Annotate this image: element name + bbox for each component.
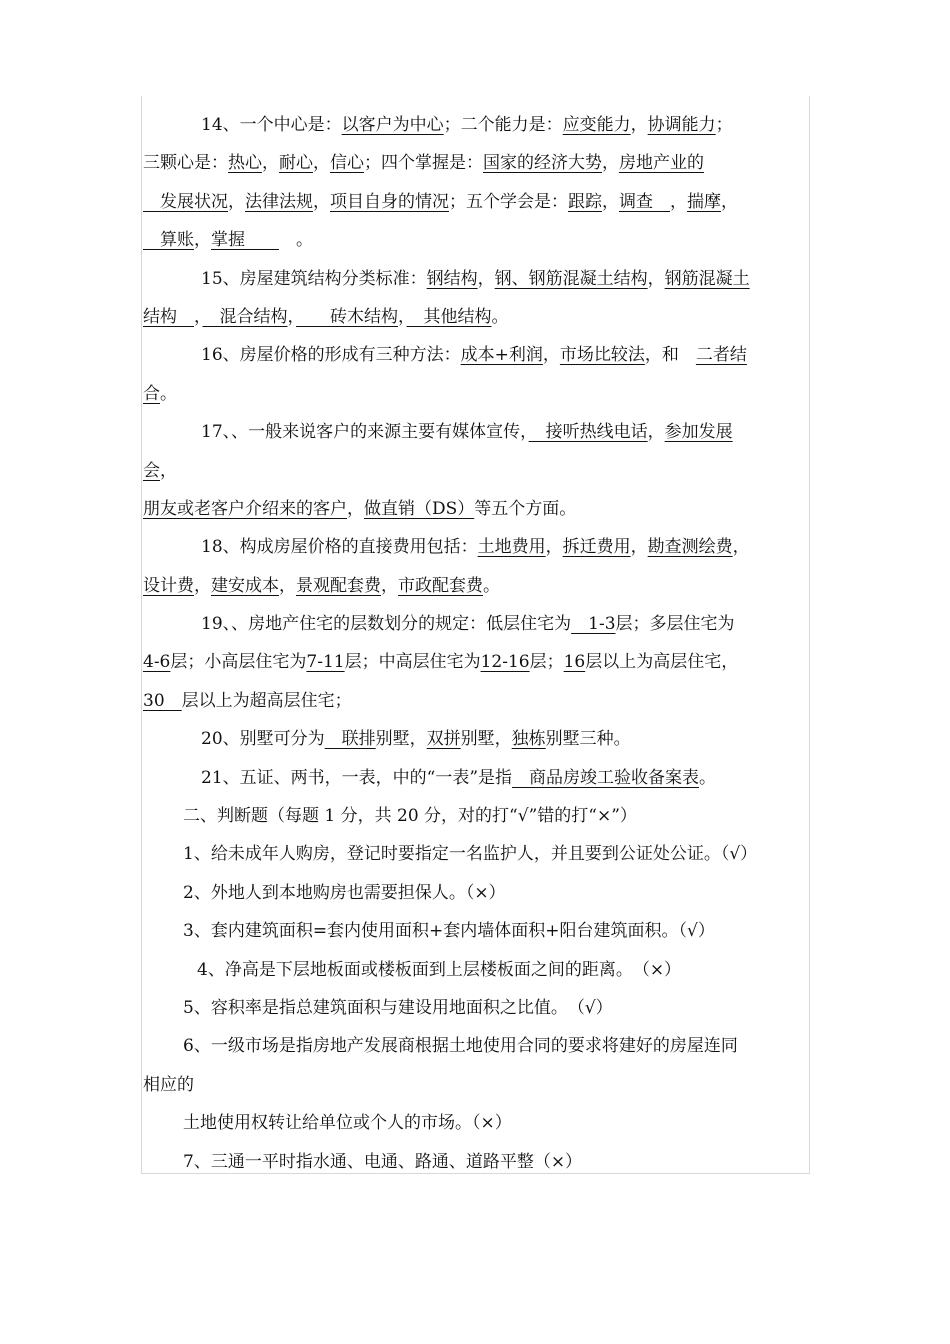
answer: 12-16	[480, 652, 530, 673]
tf-item-4: 4、净高是下层地板面或楼板面到上层楼板面之间的距离。 （×）	[197, 959, 682, 980]
q16-line-1	[143, 336, 808, 374]
answer: 房地产业的	[619, 153, 704, 174]
answer: 会	[143, 460, 160, 481]
answer: 二者结	[695, 345, 747, 366]
text: 三颗心是：	[143, 153, 228, 174]
answer: 钢、钢筋混凝土结构	[494, 268, 648, 289]
text: 。	[491, 306, 509, 327]
text: ，	[313, 153, 330, 174]
q18-line-2	[143, 567, 808, 605]
q20-line	[143, 720, 808, 758]
text: ，	[630, 537, 648, 558]
answer: 商品房竣工验收备案表	[512, 767, 700, 788]
text: 等五个方面。	[474, 498, 577, 519]
text: ，	[602, 153, 619, 174]
text: 18、构成房屋价格的直接费用包括：	[201, 537, 478, 558]
answer: 市场比较法	[559, 345, 645, 366]
text: ，	[279, 575, 296, 596]
text: 别墅，	[375, 729, 427, 750]
text: ，	[194, 306, 203, 327]
text: ，	[477, 268, 495, 289]
answer: 发展状况	[143, 191, 228, 212]
q19-line-2	[143, 643, 808, 681]
answer: 掌握	[211, 230, 279, 251]
answer: 勘查测绘费	[647, 537, 733, 558]
answer: 法律法规	[245, 191, 313, 212]
tf-item-5: 5、容积率是指总建筑面积与建设用地面积之比值。 （√）	[183, 997, 613, 1018]
text: 17、、一般来说客户的来源主要有媒体宣传，	[201, 422, 529, 443]
q16-line-2	[143, 375, 808, 413]
q19-line-1	[143, 605, 808, 643]
text: ，	[545, 537, 563, 558]
answer: 做直销（DS）	[364, 498, 475, 519]
text: ，	[670, 191, 687, 212]
answer: 耐心	[279, 153, 313, 174]
q15-line-1	[143, 260, 808, 298]
answer: 国家的经济大势	[483, 153, 602, 174]
answer: 结构	[143, 306, 194, 327]
q18-line-1	[143, 528, 808, 566]
text: 19、、房地产住宅的层数划分的规定：低层住宅为	[201, 614, 572, 635]
answer: 合	[143, 383, 160, 404]
document-body	[143, 106, 808, 1181]
text: ；二个能力是：	[443, 115, 563, 135]
text: 层；中高层住宅为	[344, 652, 481, 673]
answer: 独栋	[511, 729, 546, 750]
q15-line-2	[143, 298, 808, 336]
q17-line-1	[143, 413, 808, 451]
text: ，	[721, 191, 738, 212]
q17-line-3	[143, 490, 808, 528]
text: ，	[194, 230, 211, 251]
tf-item-1: 1、给未成年人购房，登记时要指定一名监护人，并且要到公证处公证。（√）	[183, 844, 758, 865]
text: 。	[160, 383, 177, 404]
answer: 算账	[143, 230, 194, 251]
text: ，	[542, 345, 560, 366]
text: 层；	[529, 652, 564, 673]
answer: 市政配套费	[398, 575, 483, 596]
tf-item-2: 2、外地人到本地购房也需要担保人。（×）	[183, 882, 506, 903]
answer: 钢结构	[426, 268, 478, 289]
answer: 30	[143, 690, 182, 711]
q17-line-2	[143, 452, 808, 490]
text: ，	[194, 575, 211, 596]
text: ；五个学会是：	[449, 191, 568, 212]
text: ，	[160, 460, 177, 481]
text: ；四个掌握是：	[364, 153, 483, 174]
answer: 设计费	[143, 575, 194, 596]
text: 14、一个中心是：	[201, 115, 342, 135]
answer: 协调能力	[647, 115, 716, 135]
text: ，	[287, 306, 296, 327]
text: ，	[381, 575, 398, 596]
answer: 跟踪	[568, 191, 602, 212]
text: ，	[228, 191, 245, 212]
answer: 4-6	[143, 652, 171, 673]
tf-item-6-line-1: 6、一级市场是指房地产发展商根据土地使用合同的要求将建好的房屋连同	[183, 1036, 738, 1057]
text: 。	[699, 767, 717, 788]
answer: 拆迁费用	[562, 537, 631, 558]
text: ，和	[644, 345, 696, 366]
answer: 土地费用	[477, 537, 546, 558]
text: ，	[732, 537, 750, 558]
text: 21、五证、两书，一表，中的“一表”是指	[201, 767, 513, 788]
answer: 揣摩	[687, 191, 721, 212]
section-2-title: 二、判断题（每题 1 分，共 20 分，对的打“√”错的打“×”）	[183, 806, 637, 827]
text: 16、房屋价格的形成有三种方法：	[201, 345, 461, 366]
answer: 以客户为中心	[341, 115, 444, 135]
answer: 朋友或老客户介绍来的客户	[143, 498, 347, 519]
text: ，	[347, 498, 364, 519]
text: 。	[279, 230, 313, 251]
text: 别墅，	[460, 729, 512, 750]
tf-item-6-line-2: 相应的	[143, 1074, 194, 1095]
tf-item-6-line-3: 土地使用权转让给单位或个人的市场。（×）	[183, 1113, 512, 1134]
q14-line-1	[143, 106, 808, 144]
text: 层；小高层住宅为	[170, 652, 307, 673]
answer: 热心	[228, 153, 262, 174]
text: 20、别墅可分为	[201, 729, 325, 750]
text: ，	[630, 115, 648, 135]
text: 。	[483, 575, 500, 596]
answer: 应变能力	[562, 115, 631, 135]
text: ；	[715, 115, 733, 135]
text: ，	[398, 306, 407, 327]
text: 层；多层住宅为	[615, 614, 735, 635]
q21-line	[143, 759, 808, 797]
answer: 双拼	[426, 729, 461, 750]
answer: 钢筋混凝土	[664, 268, 750, 289]
text: 别墅三种。	[545, 729, 631, 750]
answer: 其他结构	[406, 306, 492, 327]
tf-item-3: 3、套内建筑面积=套内使用面积+套内墙体面积+阳台建筑面积。（√）	[183, 921, 715, 942]
text: ，	[647, 268, 665, 289]
answer: 16	[563, 652, 586, 673]
q14-line-4	[143, 221, 808, 259]
answer: 项目自身的情况	[330, 191, 449, 212]
answer: 调查	[619, 191, 670, 212]
answer: 信心	[330, 153, 364, 174]
answer: 砖木结构	[296, 306, 398, 327]
answer: 1-3	[571, 614, 616, 635]
tf-item-7: 7、三通一平时指水通、电通、路通、道路平整（×）	[183, 1151, 583, 1172]
text: ，	[313, 191, 330, 212]
text: ，	[647, 422, 665, 443]
text: 15、房屋建筑结构分类标准：	[201, 268, 427, 289]
answer: 联排	[324, 729, 376, 750]
text: ，	[262, 153, 279, 174]
text: ，	[602, 191, 619, 212]
answer: 接听热线电话	[528, 422, 648, 443]
answer: 7-11	[306, 652, 345, 673]
answer: 参加发展	[664, 422, 733, 443]
answer: 混合结构	[202, 306, 288, 327]
answer: 建安成本	[211, 575, 279, 596]
q14-line-2	[143, 144, 808, 182]
q14-line-3	[143, 183, 808, 221]
answer: 景观配套费	[296, 575, 381, 596]
q19-line-3	[143, 682, 808, 720]
text: 层以上为超高层住宅；	[181, 690, 352, 711]
text: 层以上为高层住宅，	[585, 652, 739, 673]
answer: 成本+利润	[460, 345, 543, 366]
